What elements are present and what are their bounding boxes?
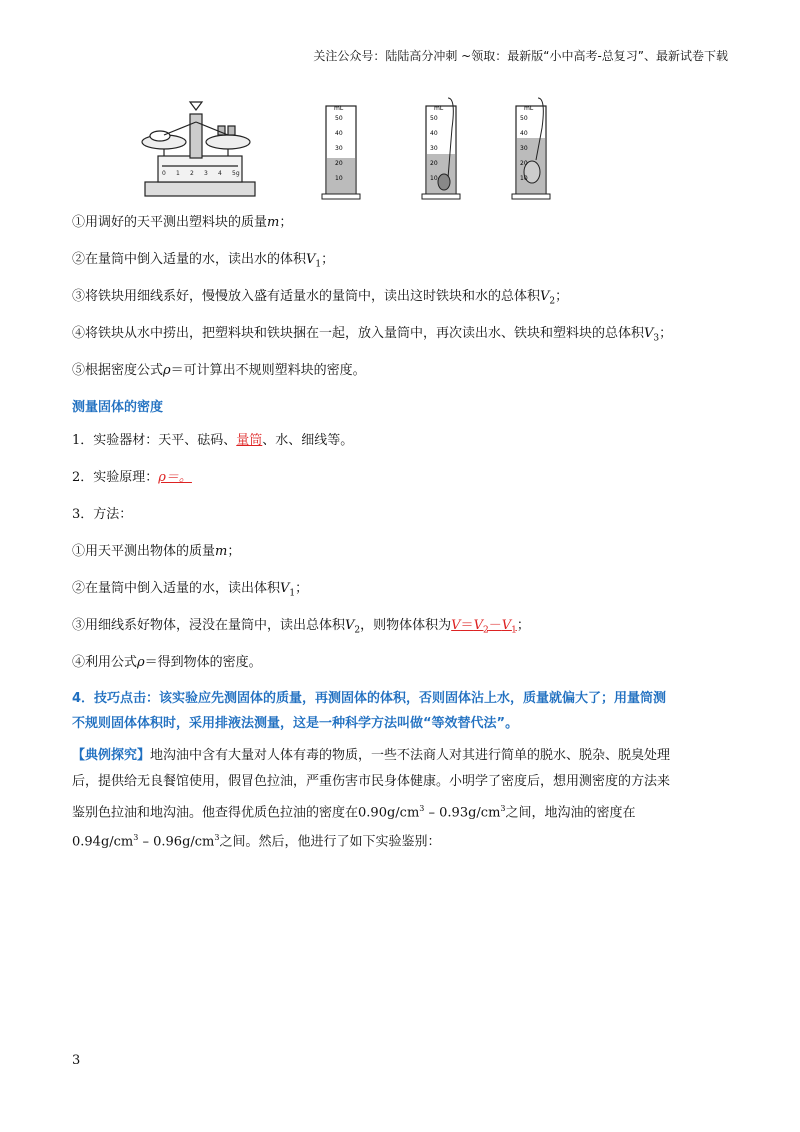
example-line-3: 鉴别色拉油和地沟油。他查得优质色拉油的密度在$0.90g/cm^3 - 0.93g/cm^3$之间，地沟油的密度在 — [72, 804, 636, 821]
example-line-1: 【典例探究】地沟油中含有大量对人体有毒的物质，一些不法商人对其进行简单的脱水、脱杂、脱臭处理 — [72, 748, 671, 763]
scale-label: 4 — [218, 170, 222, 177]
scale-label: 5g — [232, 170, 240, 177]
cylinder-tick: 40 — [520, 130, 528, 137]
tip-line-1: 4．技巧点击：该实验应先测固体的质量，再测固体的体积，否则固体沾上水，质量就偏大了；用量筒测 — [72, 691, 667, 706]
item-3: 3．方法： — [72, 507, 133, 522]
cylinder-tick: 20 — [335, 160, 343, 167]
step-5: ⑤根据密度公式ρ＝可计算出不规则塑料块的密度。 — [72, 363, 366, 378]
cylinder-tick: 50 — [520, 115, 528, 122]
cylinder-unit: mL — [334, 105, 344, 112]
example-line-2: 后，提供给无良餐馆使用，假冒色拉油，严重伤害市民身体健康。小明学了密度后，想用测密度的方法来 — [72, 774, 671, 789]
method-2: ②在量筒中倒入适量的水，读出体积$V_1$； — [72, 581, 309, 599]
cylinder-tick: 30 — [430, 145, 438, 152]
answer-blank: 量筒 — [236, 433, 263, 448]
answer-blank: $V=V_2-V_1$ — [451, 618, 517, 636]
cylinder-tick: 30 — [520, 145, 528, 152]
page-number: 3 — [72, 1053, 81, 1068]
cylinder-tick: 50 — [335, 115, 343, 122]
answer-blank: ρ＝。 — [158, 470, 192, 485]
item-1: 1．实验器材：天平、砝码、量筒、水、细线等。 — [72, 433, 354, 448]
cylinder-unit: mL — [524, 105, 534, 112]
cylinder-unit: mL — [434, 105, 444, 112]
step-4: ④将铁块从水中捞出，把塑料块和铁块捆在一起，放入量筒中，再次读出水、铁块和塑料块的总体积$V_3$； — [72, 326, 673, 344]
cylinder-tick: 20 — [430, 160, 438, 167]
page-header: 关注公众号：陆陆高分冲刺 ~领取：最新版“小中高考-总复习”、最新试卷下载 — [313, 49, 728, 63]
cylinder-2 — [422, 98, 460, 199]
tip-line-2: 不规则固体体积时，采用排液法测量，这是一种科学方法叫做“等效替代法”。 — [72, 716, 519, 731]
cylinder-tick: 10 — [520, 175, 528, 182]
method-4: ④利用公式ρ＝得到物体的密度。 — [72, 655, 262, 670]
step-1: ①用调好的天平测出塑料块的质量m； — [72, 215, 293, 230]
balance-scale — [142, 102, 255, 196]
cylinder-tick: 40 — [430, 130, 438, 137]
example-tag: 【典例探究】 — [72, 748, 151, 763]
cylinder-tick: 30 — [335, 145, 343, 152]
cylinder-tick: 50 — [430, 115, 438, 122]
method-3: ③用细线系好物体，浸没在量筒中，读出总体积$V_2$，则物体体积为$V=V_2-V_1$； — [72, 618, 530, 636]
scale-label: 2 — [190, 170, 194, 177]
scale-label: 1 — [176, 170, 180, 177]
experiment-figure — [140, 96, 560, 200]
cylinder-1 — [322, 105, 360, 199]
cylinder-tick: 10 — [430, 175, 438, 182]
scale-label: 3 — [204, 170, 208, 177]
cylinder-tick: 10 — [335, 175, 343, 182]
scale-label: 0 — [162, 170, 166, 177]
cylinder-3 — [512, 98, 550, 199]
example-line-4: $0.94g/cm^3 - 0.96g/cm^3$之间。然后，他进行了如下实验鉴别： — [72, 833, 441, 850]
step-2: ②在量筒中倒入适量的水，读出水的体积$V_1$； — [72, 252, 335, 270]
section-title: 测量固体的密度 — [72, 400, 164, 415]
cylinder-tick: 20 — [520, 160, 528, 167]
item-2: 2．实验原理：ρ＝。 — [72, 470, 192, 485]
method-1: ①用天平测出物体的质量m； — [72, 544, 241, 559]
step-3: ③将铁块用细线系好，慢慢放入盛有适量水的量筒中，读出这时铁块和水的总体积$V_2$； — [72, 289, 569, 307]
cylinder-tick: 40 — [335, 130, 343, 137]
